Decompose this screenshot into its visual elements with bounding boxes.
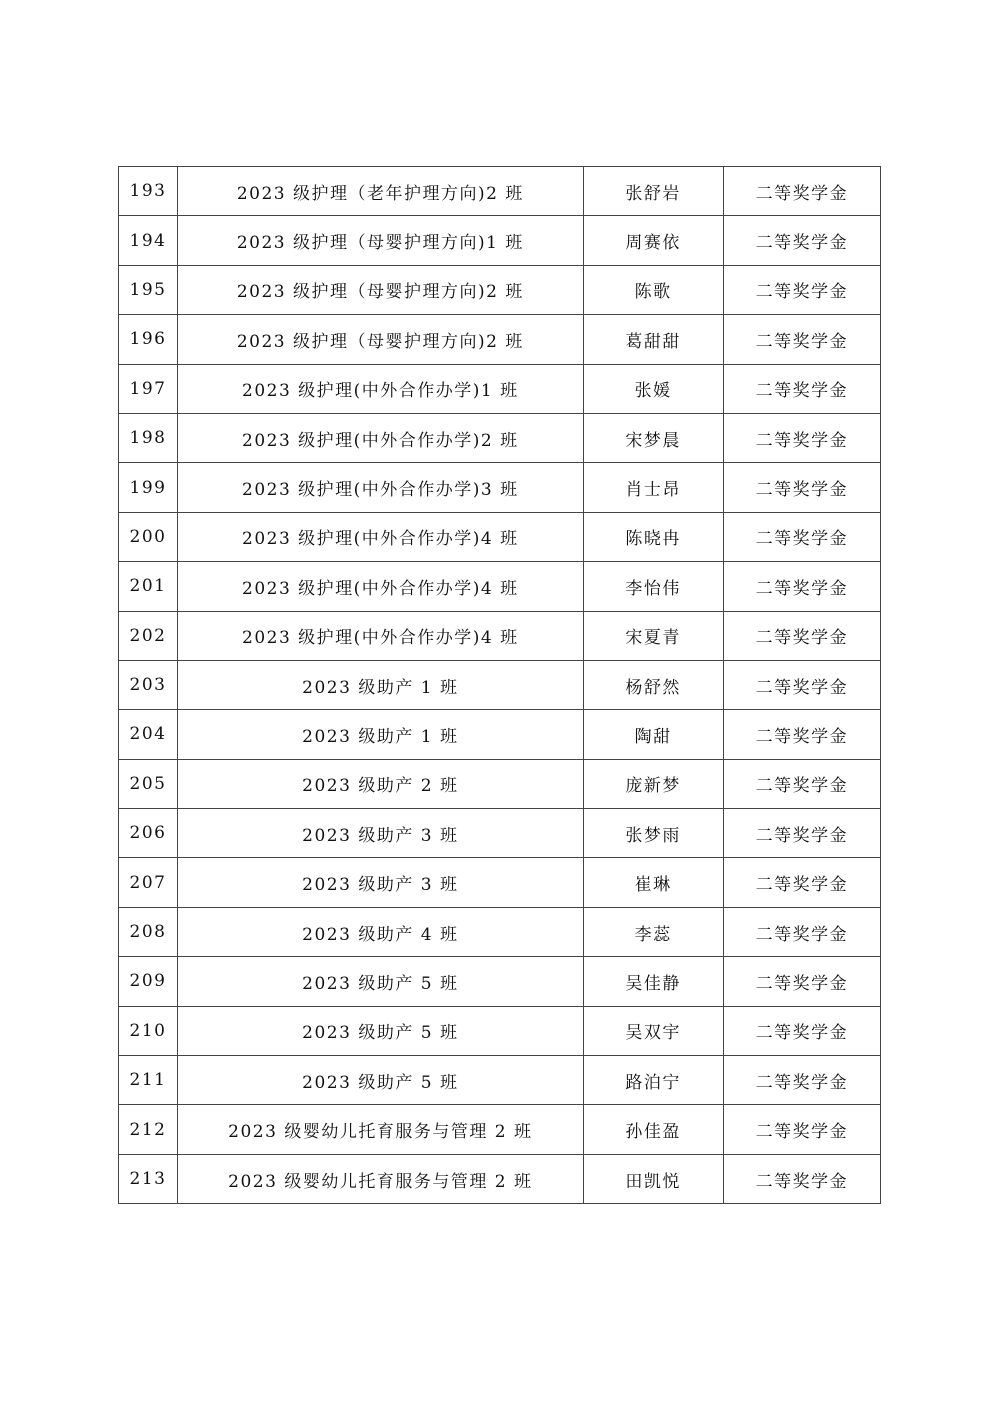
table-row — [119, 364, 881, 413]
award-level-cell: 二等奖学金 — [723, 216, 880, 265]
award-level-cell: 二等奖学金 — [723, 562, 880, 611]
award-level-cell: 二等奖学金 — [723, 265, 880, 314]
award-level-cell: 二等奖学金 — [723, 364, 880, 413]
table-row — [119, 660, 881, 709]
student-name-cell: 张舒岩 — [583, 167, 723, 216]
student-name-cell: 宋梦晨 — [583, 413, 723, 462]
table-row — [119, 858, 881, 907]
row-number-cell: 210 — [119, 1006, 178, 1055]
class-name-cell: 2023 级助产 2 班 — [178, 759, 584, 808]
table-row — [119, 216, 881, 265]
student-name-cell: 杨舒然 — [583, 660, 723, 709]
row-number-cell: 211 — [119, 1056, 178, 1105]
row-number-cell: 198 — [119, 413, 178, 462]
row-number-cell: 195 — [119, 265, 178, 314]
table-row — [119, 1056, 881, 1105]
table-row — [119, 512, 881, 561]
table-row — [119, 463, 881, 512]
student-name-cell: 肖士昂 — [583, 463, 723, 512]
row-number-cell: 212 — [119, 1105, 178, 1154]
row-number-cell: 204 — [119, 710, 178, 759]
table-row — [119, 167, 881, 216]
row-number-cell: 197 — [119, 364, 178, 413]
row-number-cell: 196 — [119, 315, 178, 364]
award-level-cell: 二等奖学金 — [723, 1154, 880, 1203]
class-name-cell: 2023 级助产 3 班 — [178, 858, 584, 907]
row-number-cell: 209 — [119, 957, 178, 1006]
student-name-cell: 宋夏青 — [583, 611, 723, 660]
row-number-cell: 201 — [119, 562, 178, 611]
table-row — [119, 957, 881, 1006]
student-name-cell: 张媛 — [583, 364, 723, 413]
award-level-cell: 二等奖学金 — [723, 759, 880, 808]
award-level-cell: 二等奖学金 — [723, 957, 880, 1006]
student-name-cell: 田凯悦 — [583, 1154, 723, 1203]
table-row — [119, 809, 881, 858]
student-name-cell: 庞新梦 — [583, 759, 723, 808]
award-level-cell: 二等奖学金 — [723, 907, 880, 956]
class-name-cell: 2023 级婴幼儿托育服务与管理 2 班 — [178, 1105, 584, 1154]
award-level-cell: 二等奖学金 — [723, 710, 880, 759]
award-level-cell: 二等奖学金 — [723, 660, 880, 709]
table-row — [119, 710, 881, 759]
class-name-cell: 2023 级护理(中外合作办学)4 班 — [178, 512, 584, 561]
student-name-cell: 周赛依 — [583, 216, 723, 265]
award-level-cell: 二等奖学金 — [723, 512, 880, 561]
student-name-cell: 陈晓冉 — [583, 512, 723, 561]
row-number-cell: 205 — [119, 759, 178, 808]
award-table — [118, 166, 881, 1204]
row-number-cell: 203 — [119, 660, 178, 709]
class-name-cell: 2023 级助产 4 班 — [178, 907, 584, 956]
class-name-cell: 2023 级护理(中外合作办学)1 班 — [178, 364, 584, 413]
class-name-cell: 2023 级助产 5 班 — [178, 1056, 584, 1105]
student-name-cell: 孙佳盈 — [583, 1105, 723, 1154]
class-name-cell: 2023 级护理（母婴护理方向)2 班 — [178, 315, 584, 364]
row-number-cell: 208 — [119, 907, 178, 956]
table-row — [119, 413, 881, 462]
table-row — [119, 265, 881, 314]
row-number-cell: 194 — [119, 216, 178, 265]
row-number-cell: 213 — [119, 1154, 178, 1203]
student-name-cell: 路泊宁 — [583, 1056, 723, 1105]
award-level-cell: 二等奖学金 — [723, 413, 880, 462]
table-row — [119, 611, 881, 660]
class-name-cell: 2023 级护理(中外合作办学)4 班 — [178, 611, 584, 660]
table-row — [119, 907, 881, 956]
award-level-cell: 二等奖学金 — [723, 1056, 880, 1105]
class-name-cell: 2023 级助产 3 班 — [178, 809, 584, 858]
award-level-cell: 二等奖学金 — [723, 858, 880, 907]
row-number-cell: 200 — [119, 512, 178, 561]
row-number-cell: 199 — [119, 463, 178, 512]
student-name-cell: 吴双宇 — [583, 1006, 723, 1055]
table-body — [119, 167, 881, 1204]
student-name-cell: 葛甜甜 — [583, 315, 723, 364]
award-level-cell: 二等奖学金 — [723, 611, 880, 660]
student-name-cell: 张梦雨 — [583, 809, 723, 858]
class-name-cell: 2023 级婴幼儿托育服务与管理 2 班 — [178, 1154, 584, 1203]
award-level-cell: 二等奖学金 — [723, 167, 880, 216]
class-name-cell: 2023 级助产 1 班 — [178, 660, 584, 709]
table-row — [119, 315, 881, 364]
table-row — [119, 1105, 881, 1154]
row-number-cell: 206 — [119, 809, 178, 858]
student-name-cell: 陶甜 — [583, 710, 723, 759]
award-level-cell: 二等奖学金 — [723, 809, 880, 858]
student-name-cell: 李怡伟 — [583, 562, 723, 611]
class-name-cell: 2023 级护理(中外合作办学)2 班 — [178, 413, 584, 462]
award-level-cell: 二等奖学金 — [723, 1006, 880, 1055]
class-name-cell: 2023 级护理（母婴护理方向)1 班 — [178, 216, 584, 265]
class-name-cell: 2023 级护理（老年护理方向)2 班 — [178, 167, 584, 216]
class-name-cell: 2023 级护理(中外合作办学)3 班 — [178, 463, 584, 512]
row-number-cell: 193 — [119, 167, 178, 216]
student-name-cell: 吴佳静 — [583, 957, 723, 1006]
award-level-cell: 二等奖学金 — [723, 463, 880, 512]
student-name-cell: 陈歌 — [583, 265, 723, 314]
student-name-cell: 崔琳 — [583, 858, 723, 907]
row-number-cell: 207 — [119, 858, 178, 907]
table-row — [119, 1154, 881, 1203]
table-row — [119, 1006, 881, 1055]
table-row — [119, 562, 881, 611]
award-level-cell: 二等奖学金 — [723, 1105, 880, 1154]
row-number-cell: 202 — [119, 611, 178, 660]
class-name-cell: 2023 级助产 5 班 — [178, 1006, 584, 1055]
table-row — [119, 759, 881, 808]
class-name-cell: 2023 级护理（母婴护理方向)2 班 — [178, 265, 584, 314]
award-level-cell: 二等奖学金 — [723, 315, 880, 364]
class-name-cell: 2023 级助产 1 班 — [178, 710, 584, 759]
class-name-cell: 2023 级助产 5 班 — [178, 957, 584, 1006]
class-name-cell: 2023 级护理(中外合作办学)4 班 — [178, 562, 584, 611]
student-name-cell: 李蕊 — [583, 907, 723, 956]
